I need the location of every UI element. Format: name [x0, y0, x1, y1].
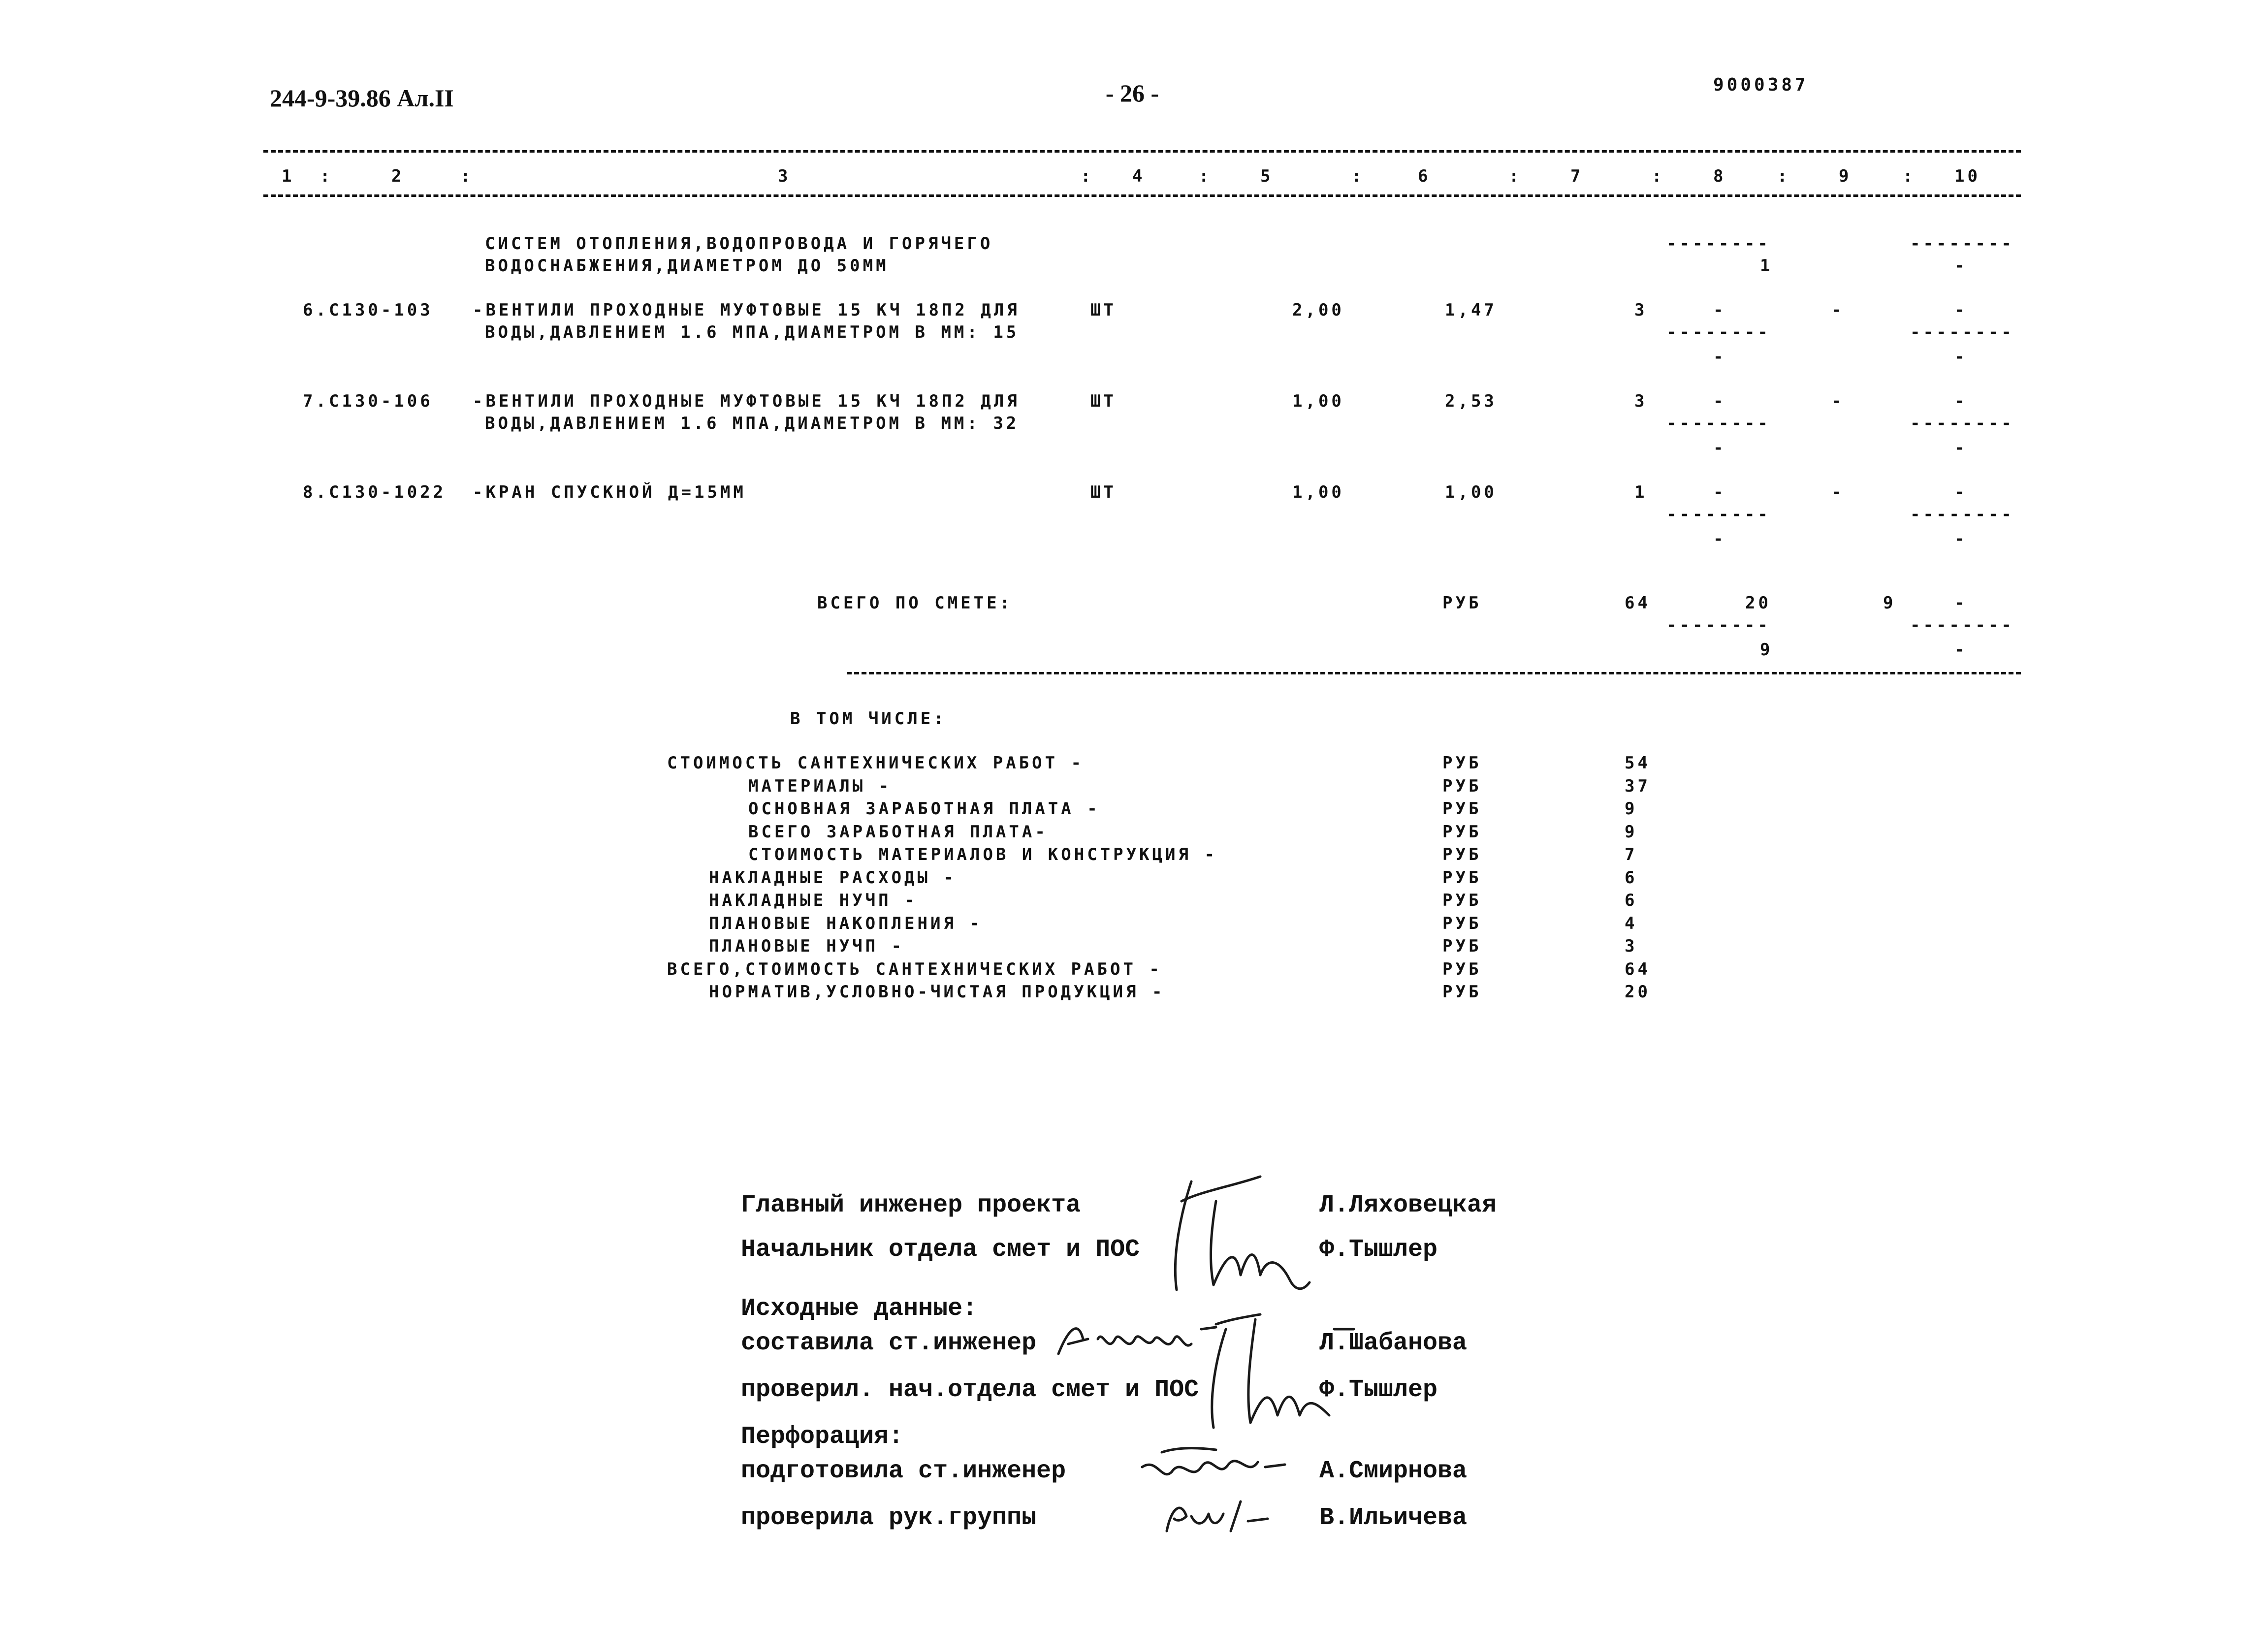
row-col10-below: - [1954, 438, 1968, 458]
row-col9: - [1831, 391, 1845, 411]
signature-role: Главный инженер проекта [741, 1191, 1081, 1219]
row-description-line-1: -ВЕНТИЛИ ПРОХОДНЫЕ МУФТОВЫЕ 15 КЧ 18П2 ДЛЯ [473, 300, 1020, 320]
signature-role: подготовила ст.инженер [741, 1457, 1066, 1485]
row-description-line-1: -КРАН СПУСКНОЙ Д=15ММ [473, 482, 746, 502]
column-header-8: 8 [1713, 166, 1726, 186]
breakdown-value: 20 [1625, 982, 1651, 1002]
row-col10-below: - [1954, 347, 1968, 367]
row-quantity: 2,00 [1292, 300, 1344, 320]
breakdown-title: В ТОМ ЧИСЛЕ: [790, 709, 947, 729]
signature-role: проверил. нач.отдела смет и ПОС [741, 1376, 1199, 1404]
breakdown-unit: РУБ [1442, 845, 1482, 864]
breakdown-label: ВСЕГО,СТОИМОСТЬ САНТЕХНИЧЕСКИХ РАБОТ - [667, 959, 1162, 979]
breakdown-label: ОСНОВНАЯ ЗАРАБОТНАЯ ПЛАТА - [748, 799, 1100, 819]
breakdown-unit: РУБ [1442, 822, 1482, 842]
totals-rule [847, 672, 2021, 674]
row-col10-bar: -------- [1910, 322, 2014, 342]
totals-col7: 64 [1625, 593, 1651, 613]
signature-mark-checker [1196, 1309, 1354, 1437]
signature-name: Ф.Тышлер [1319, 1236, 1438, 1264]
row-col10-below: - [1954, 529, 1968, 549]
breakdown-label: ПЛАНОВЫЕ НАКОПЛЕНИЯ - [709, 913, 983, 933]
breakdown-unit: РУБ [1442, 867, 1482, 888]
row-col8: - [1713, 300, 1726, 320]
row-col10-bar: -------- [1910, 505, 2014, 524]
breakdown-value: 37 [1625, 776, 1651, 796]
column-separator: : [460, 166, 474, 186]
document-code: 244-9-39.86 Ал.II [270, 84, 454, 112]
row-description-line-2: ВОДЫ,ДАВЛЕНИЕМ 1.6 МПА,ДИАМЕТРОМ В ММ: 15 [485, 322, 1020, 342]
table-header-rule [263, 194, 2021, 197]
row-description-line-1: -ВЕНТИЛИ ПРОХОДНЫЕ МУФТОВЫЕ 15 КЧ 18П2 ДЛЯ [473, 391, 1020, 411]
row-unit: ШТ [1090, 391, 1117, 411]
breakdown-value: 6 [1625, 891, 1638, 910]
breakdown-value: 7 [1625, 845, 1638, 864]
breakdown-unit: РУБ [1442, 982, 1482, 1002]
row-col8-bar: -------- [1666, 505, 1771, 524]
row-col8-below: - [1713, 438, 1726, 458]
column-header-6: 6 [1418, 166, 1431, 186]
column-header-7: 7 [1570, 166, 1584, 186]
document-number: 9000387 [1713, 75, 1809, 95]
row-code: 7.С130-106 [303, 391, 433, 411]
row-unit-price: 1,00 [1445, 482, 1497, 502]
signature-name: Л.Шабанова [1319, 1329, 1468, 1357]
column-separator: : [1351, 166, 1365, 186]
column-separator: : [1509, 166, 1522, 186]
totals-col10-below: - [1954, 640, 1968, 660]
column-header-9: 9 [1839, 166, 1852, 186]
breakdown-unit: РУБ [1442, 936, 1482, 956]
column-header-3: 3 [778, 166, 791, 186]
column-header-1: 1 [282, 166, 295, 186]
column-header-10: 10 [1954, 166, 1981, 186]
totals-unit: РУБ [1442, 593, 1482, 613]
column-separator: : [1199, 166, 1212, 186]
signature-name: Ф.Тышлер [1319, 1376, 1438, 1404]
row-col8-bar: -------- [1666, 322, 1771, 342]
row-col10-bar: -------- [1910, 414, 2014, 433]
signature-mark-chief-engineer [1162, 1172, 1319, 1300]
signature-name: А.Смирнова [1319, 1457, 1468, 1485]
breakdown-label: НАКЛАДНЫЕ РАСХОДЫ - [709, 867, 957, 888]
row-unit: ШТ [1090, 300, 1117, 320]
row-quantity: 1,00 [1292, 391, 1344, 411]
row-unit-price: 1,47 [1445, 300, 1497, 320]
signature-name: В.Ильичева [1319, 1504, 1468, 1532]
breakdown-label: МАТЕРИАЛЫ - [748, 776, 892, 796]
signature-name: Л.Ляховецкая [1319, 1191, 1497, 1219]
breakdown-value: 3 [1625, 936, 1638, 956]
continuation-line-1: СИСТЕМ ОТОПЛЕНИЯ,ВОДОПРОВОДА И ГОРЯЧЕГО [485, 234, 993, 254]
row-col10: - [1954, 482, 1968, 502]
breakdown-label: ВСЕГО ЗАРАБОТНАЯ ПЛАТА- [748, 822, 1048, 842]
continuation-line-2: ВОДОСНАБЖЕНИЯ,ДИАМЕТРОМ ДО 50ММ [485, 256, 889, 276]
row-col8-bar: -------- [1666, 414, 1771, 433]
continuation-col8-bar: -------- [1666, 234, 1771, 254]
breakdown-value: 64 [1625, 959, 1651, 979]
breakdown-label: НОРМАТИВ,УСЛОВНО-ЧИСТАЯ ПРОДУКЦИЯ - [709, 982, 1165, 1002]
column-separator: : [1081, 166, 1094, 186]
continuation-col8-value: 1 [1760, 256, 1773, 276]
breakdown-unit: РУБ [1442, 913, 1482, 933]
row-total: 3 [1634, 300, 1648, 320]
row-col8: - [1713, 391, 1726, 411]
row-total: 3 [1634, 391, 1648, 411]
totals-col8-below: 9 [1760, 640, 1773, 660]
signature-role: Начальник отдела смет и ПОС [741, 1236, 1140, 1264]
row-description-line-2: ВОДЫ,ДАВЛЕНИЕМ 1.6 МПА,ДИАМЕТРОМ В ММ: 32 [485, 414, 1020, 433]
breakdown-unit: РУБ [1442, 776, 1482, 796]
breakdown-unit: РУБ [1442, 799, 1482, 819]
breakdown-label: СТОИМОСТЬ МАТЕРИАЛОВ И КОНСТРУКЦИЯ - [748, 845, 1217, 864]
signature-role: проверила рук.группы [741, 1504, 1037, 1532]
row-unit-price: 2,53 [1445, 391, 1497, 411]
column-separator: : [1777, 166, 1790, 186]
signature-mark-ilyicheva [1157, 1492, 1275, 1541]
row-unit: ШТ [1090, 482, 1117, 502]
row-col9: - [1831, 300, 1845, 320]
totals-col10: - [1954, 593, 1968, 613]
row-code: 8.С130-1022 [303, 482, 447, 502]
column-separator: : [1903, 166, 1916, 186]
signature-role: составила ст.инженер [741, 1329, 1037, 1357]
breakdown-value: 4 [1625, 913, 1638, 933]
column-header-5: 5 [1260, 166, 1274, 186]
continuation-col10-value: - [1954, 256, 1968, 276]
column-header-2: 2 [391, 166, 405, 186]
column-separator: : [1652, 166, 1665, 186]
row-col10: - [1954, 300, 1968, 320]
column-header-4: 4 [1132, 166, 1146, 186]
breakdown-unit: РУБ [1442, 753, 1482, 773]
page-number: - 26 - [1105, 79, 1159, 107]
breakdown-value: 6 [1625, 867, 1638, 888]
totals-col8-bar: -------- [1666, 615, 1771, 635]
row-col9: - [1831, 482, 1845, 502]
totals-col9: 9 [1883, 593, 1896, 613]
breakdown-label: СТОИМОСТЬ САНТЕХНИЧЕСКИХ РАБОТ - [667, 753, 1085, 773]
row-col8-below: - [1713, 529, 1726, 549]
breakdown-unit: РУБ [1442, 891, 1482, 910]
totals-col8: 20 [1745, 593, 1771, 613]
signature-mark-smirnova [1132, 1437, 1290, 1492]
breakdown-value: 9 [1625, 799, 1638, 819]
breakdown-unit: РУБ [1442, 959, 1482, 979]
row-col8: - [1713, 482, 1726, 502]
row-col10: - [1954, 391, 1968, 411]
column-separator: : [320, 166, 333, 186]
row-total: 1 [1634, 482, 1648, 502]
table-top-rule [263, 150, 2021, 153]
row-col8-below: - [1713, 347, 1726, 367]
signature-role: Исходные данные: [741, 1295, 978, 1323]
totals-col10-bar: -------- [1910, 615, 2014, 635]
breakdown-label: ПЛАНОВЫЕ НУЧП - [709, 936, 905, 956]
row-code: 6.С130-103 [303, 300, 433, 320]
row-quantity: 1,00 [1292, 482, 1344, 502]
breakdown-label: НАКЛАДНЫЕ НУЧП - [709, 891, 918, 910]
signature-role: Перфорация: [741, 1423, 904, 1451]
breakdown-value: 9 [1625, 822, 1638, 842]
totals-label: ВСЕГО ПО СМЕТЕ: [817, 593, 1013, 613]
breakdown-value: 54 [1625, 753, 1651, 773]
continuation-col10-bar: -------- [1910, 234, 2014, 254]
